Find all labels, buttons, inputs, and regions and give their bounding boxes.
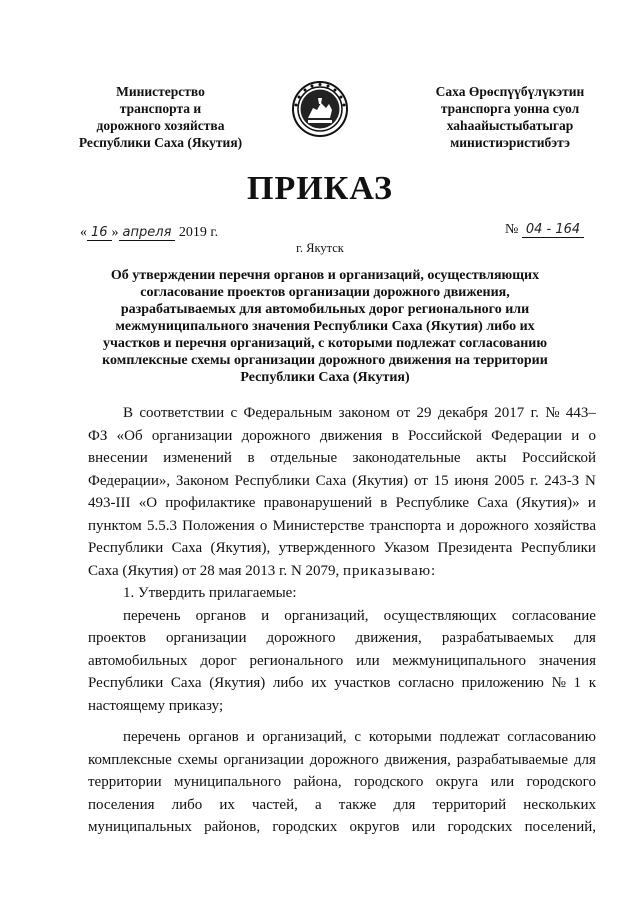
coat-of-arms-icon — [291, 80, 349, 138]
word: или — [356, 652, 380, 669]
order-number: № 04 - 164 — [505, 222, 584, 238]
body-line — [88, 749, 596, 772]
word: комплексные — [88, 751, 172, 768]
word: пунктом — [88, 517, 142, 534]
word: организации — [223, 751, 304, 768]
word: в — [391, 427, 399, 444]
word: «Об — [116, 427, 143, 444]
word: дорожного — [266, 630, 336, 646]
word: межмуниципального — [392, 652, 526, 669]
body-line — [88, 537, 596, 560]
word: округа — [435, 774, 479, 790]
date-month: апреля — [119, 225, 176, 241]
word: и — [587, 495, 596, 511]
word: N — [585, 472, 596, 489]
order-title: Об утверждении перечня органов и организаций, осуществляющих согласование проектов организации дорожного движения, разрабатываемых для автомобильных дорог регионального или межмуниципального значения Республики Саха (Якутия) либо их участков и перечня организаций, с которыми подлежат согласованию комплексные схемы организации дорожного движения на территории Республики Саха (Якутия) — [102, 268, 548, 385]
word: правонарушений — [263, 495, 373, 511]
body-line — [88, 816, 596, 839]
word: к — [588, 675, 596, 691]
word: перечень — [123, 607, 181, 624]
body-line — [88, 771, 596, 794]
word: 29 — [416, 405, 432, 421]
word: муниципального — [174, 774, 282, 790]
word: согласно — [398, 675, 454, 691]
word: с — [354, 729, 362, 745]
word: приложению — [461, 675, 544, 691]
word: декабря — [437, 405, 488, 421]
word: территорий — [432, 796, 507, 813]
body-line — [88, 794, 596, 817]
word: отдельные — [270, 450, 338, 466]
word: (Якутия), — [210, 540, 271, 556]
word: Российской — [522, 450, 596, 466]
word: от — [413, 472, 428, 489]
word: дорожного — [309, 751, 379, 768]
body-line — [88, 425, 596, 448]
word: поселения — [88, 796, 155, 813]
word: № — [545, 405, 560, 421]
body-line: Саха (Якутия) от 28 мая 2013 г. N 2079, приказываю: — [88, 560, 596, 583]
word: осуществляющих — [383, 607, 497, 624]
word: автомобильных — [88, 652, 188, 669]
order-body — [88, 402, 596, 839]
word: для — [393, 796, 416, 813]
word: транспорта — [369, 517, 442, 534]
word: городских — [272, 819, 338, 835]
word: 2005 — [494, 472, 525, 489]
word: организаций, — [262, 729, 347, 745]
word: Положения — [182, 517, 255, 534]
word: «О — [138, 495, 158, 511]
word: Федеральным — [243, 405, 333, 421]
document-type-title: ПРИКАЗ — [247, 170, 393, 207]
word: Республики — [520, 540, 596, 556]
word: и — [246, 729, 255, 745]
word: значения — [538, 652, 596, 669]
word: которыми — [368, 729, 432, 745]
word: 5.5.3 — [146, 517, 177, 534]
word: дорог — [200, 652, 237, 669]
word: Законом — [175, 472, 229, 489]
body-line — [88, 605, 596, 628]
word: соответствии — [139, 405, 225, 421]
word: 15 — [433, 472, 449, 489]
word: городских — [447, 819, 513, 835]
body-line: 1. Утвердить прилагаемые: — [123, 585, 297, 601]
word: хозяйства — [533, 517, 596, 534]
word: для — [573, 751, 596, 768]
word: Российской — [407, 427, 482, 444]
word: согласованию — [507, 729, 596, 745]
word: частей, — [252, 796, 298, 813]
word: Саха — [315, 472, 347, 489]
word: органов — [195, 607, 247, 624]
word: дорожного — [459, 517, 529, 534]
word: в — [247, 450, 255, 466]
word: организации — [165, 630, 247, 646]
order-number-value: 04 - 164 — [522, 222, 584, 238]
word: и — [261, 607, 270, 624]
word: Саха — [477, 495, 508, 511]
word: городского — [526, 774, 596, 790]
word: участков — [334, 675, 391, 691]
word: изменений — [163, 450, 232, 466]
ministry-name-yakut: Саха Өрөспүүбүлүкэтин транспорга уонна суол хаһаайыстыбатыгар министиэристибэтэ — [435, 84, 585, 150]
word: Федерации», — [88, 472, 171, 489]
word: профилактике — [165, 495, 256, 511]
body-line — [88, 627, 596, 650]
body-line — [88, 402, 596, 425]
word: акты — [476, 450, 507, 466]
body-line — [88, 515, 596, 538]
word: о — [588, 427, 596, 444]
word: органов — [188, 729, 239, 745]
word: г. — [530, 405, 539, 421]
word: поселений, — [524, 819, 596, 835]
word: Республики — [234, 472, 310, 489]
word: (Якутия)» — [516, 495, 580, 511]
word: схемы — [177, 751, 218, 768]
word: законодательные — [352, 450, 461, 466]
date-year: 2019 г. — [178, 225, 219, 240]
word: № — [551, 675, 566, 691]
word: движения — [319, 427, 383, 444]
word: района, — [293, 774, 342, 790]
word: ФЗ — [88, 427, 108, 444]
word: либо — [272, 675, 304, 691]
word: а — [314, 796, 322, 813]
word: 243-З — [544, 472, 580, 489]
order-word: приказываю: — [343, 562, 437, 579]
word: согласование — [511, 607, 596, 624]
word: и — [446, 517, 455, 534]
body-line — [88, 672, 596, 695]
word: июня — [454, 472, 489, 489]
body-line — [88, 447, 596, 470]
word: округов — [349, 819, 400, 835]
word: территории — [88, 774, 162, 790]
word: дорожного — [241, 427, 311, 444]
word: Министерстве — [272, 517, 365, 534]
word: утвержденного — [278, 540, 376, 556]
word: 1 — [573, 675, 582, 691]
word: Федерации — [491, 427, 562, 444]
word: разрабатываемых — [441, 630, 554, 646]
word: Саха — [170, 675, 202, 691]
word: 493-III — [88, 495, 131, 511]
word: от — [396, 405, 411, 421]
date-day: 16 — [87, 225, 112, 241]
body-line — [88, 470, 596, 493]
word: районов, — [204, 819, 261, 835]
word: нескольких — [523, 796, 596, 813]
word: (Якутия) — [209, 675, 266, 691]
word: регионального — [249, 652, 344, 669]
word: Президента — [437, 540, 513, 556]
word: с — [230, 405, 238, 421]
word: о — [259, 517, 268, 534]
word: В — [123, 405, 134, 421]
word: Саха — [171, 540, 203, 556]
word: для — [573, 630, 596, 646]
body-line — [88, 726, 596, 749]
body-line — [88, 650, 596, 673]
word: движения, — [355, 630, 422, 646]
word: их — [311, 675, 327, 691]
word: либо — [171, 796, 203, 813]
word: г. — [530, 472, 539, 489]
word: и — [571, 427, 580, 444]
word: Республики — [88, 540, 164, 556]
body-line — [88, 492, 596, 515]
order-date: « 16 » апреля 2019 г. — [80, 225, 219, 240]
word: муниципальных — [88, 819, 192, 835]
body-line: настоящему приказу; — [88, 697, 224, 714]
word: движения, — [384, 751, 451, 768]
word: 2017 — [494, 405, 525, 421]
word: или — [490, 774, 515, 790]
word: Указом — [383, 540, 430, 556]
word: организации — [151, 427, 233, 444]
word: внесении — [88, 450, 148, 466]
word: разрабатываемые — [456, 751, 568, 768]
word: 443– — [565, 405, 596, 421]
word: или — [411, 819, 436, 835]
ministry-name-russian: Министерство транспорта и дорожного хозяйства Республики Саха (Якутия) — [78, 84, 243, 150]
word: подлежат — [439, 729, 500, 745]
city-label: г. Якутск — [296, 241, 344, 255]
word: организаций, — [284, 607, 369, 624]
word: также — [338, 796, 377, 813]
word: законом — [338, 405, 390, 421]
word: проектов — [88, 630, 146, 646]
word: их — [219, 796, 235, 813]
word: (Якутия) — [352, 472, 409, 489]
word: городского — [353, 774, 424, 790]
word: перечень — [123, 729, 181, 745]
word: Республике — [395, 495, 470, 511]
word: Республики — [88, 675, 164, 691]
word: в — [380, 495, 388, 511]
